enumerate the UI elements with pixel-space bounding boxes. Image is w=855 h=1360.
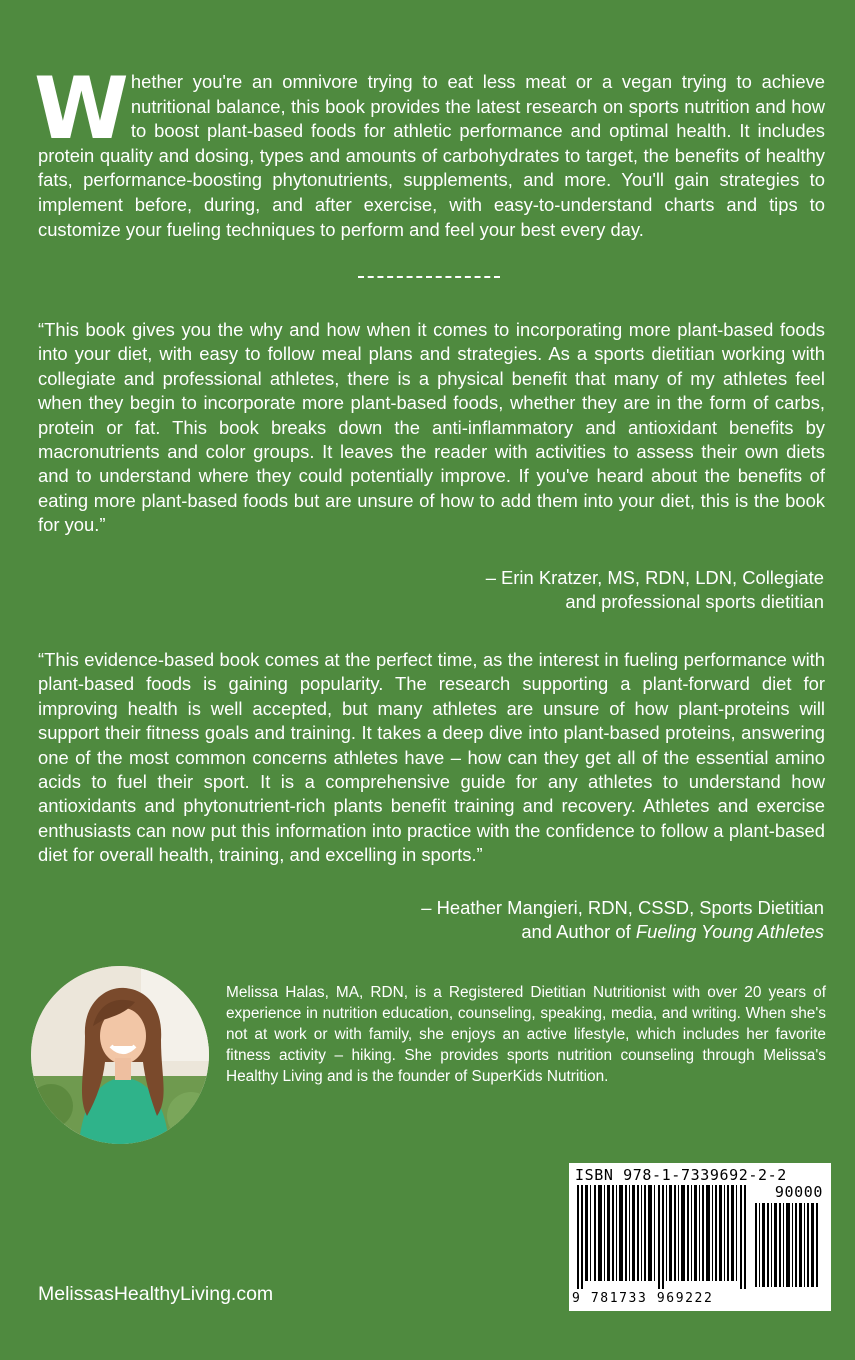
testimonial-attribution-2 (324, 896, 824, 945)
author-bio: Melissa Halas, MA, RDN, is a Registered Dietitian Nutritionist with over 20 years of experience in nutrition education, counseling, speaking, media, and writing. When she's not at work or with family, she enjoys an active lifestyle, which includes her favorite fitness activity – hiking. She provides sports nutrition counseling through Melissa's Healthy Living and is the founder of SuperKids Nutrition. (226, 984, 826, 1085)
attribution-line: and professional sports dietitian (565, 591, 824, 613)
testimonial-quote-1: “This book gives you the why and how when it comes to incorporating more plant-based foods into your diet, with easy to follow meal plans and strategies. As a sports dietitian working with collegiate and professional athletes, there is a physical benefit that many of my athletes feel when they begin to incorporate more plant-based foods, whether they are in the form of carbs, protein or fat. This book breaks down the anti-inflammatory and antioxidant benefits by macronutrients and color groups. It leaves the reader with activities to assess their own diets and to understand where they could potentially improve. If you've heard about the benefits of eating more plant-based foods but are unsure of how to add them into your diet, this is the book for you.” (38, 319, 825, 536)
website-link[interactable]: MelissasHealthyLiving.com (38, 1283, 274, 1305)
testimonial-quote-2: “This evidence-based book comes at the perfect time, as the interest in fueling performance with plant-based foods is gaining popularity. The research supporting a plant-forward diet for improving health is well accepted, but many athletes are unsure of how plant-proteins will support their fitness goals and training. It takes a deep dive into plant-based proteins, answering one of the most common concerns athletes have – how can they get all of the essential amino acids to fuel their sport. It is a comprehensive guide for any athletes to understand how antioxidants and phytonutrient-rich plants benefit training and recovery. Athletes and exercise enthusiasts can now put this information into practice with the confidence to follow a plant-based diet for overall health, training, and excelling in sports.” (38, 649, 825, 866)
isbn-barcode (569, 1163, 831, 1311)
attribution-prefix: and Author of (521, 921, 636, 943)
isbn-number: ISBN 978-1-7339692-2-2 (575, 1166, 787, 1184)
intro-paragraph (34, 59, 825, 242)
testimonial-attribution-1 (324, 566, 824, 615)
ean-barcode-bars (575, 1185, 751, 1289)
price-code: 90000 (774, 1183, 823, 1201)
section-divider (358, 276, 500, 278)
intro-text: hether you're an omnivore trying to eat less meat or a vegan trying to achieve nutritional balance, this book provides the latest research on sports nutrition and how to boost plant-based foods for athletic performance and optimal health. It includes protein quality and dosing, types and amounts of carbohydrates to target, the benefits of healthy fats, performance-boosting phytonutrients, supplements, and more. You'll gain strategies to implement before, during, and after exercise, with easy-to-understand charts and tips to customize your fueling techniques to perform and feel your best every day. (38, 71, 825, 240)
attribution-line: – Heather Mangieri, RDN, CSSD, Sports Dietitian (421, 897, 824, 918)
author-portrait-illustration (31, 966, 209, 1144)
author-photo (31, 966, 209, 1144)
attribution-line (324, 920, 824, 944)
price-barcode-bars (753, 1203, 823, 1287)
attribution-line: – Erin Kratzer, MS, RDN, LDN, Collegiate (485, 567, 824, 588)
drop-cap: W (34, 59, 121, 159)
ean-digits: 9 781733 969222 (572, 1291, 714, 1306)
book-title: Fueling Young Athletes (635, 921, 824, 943)
